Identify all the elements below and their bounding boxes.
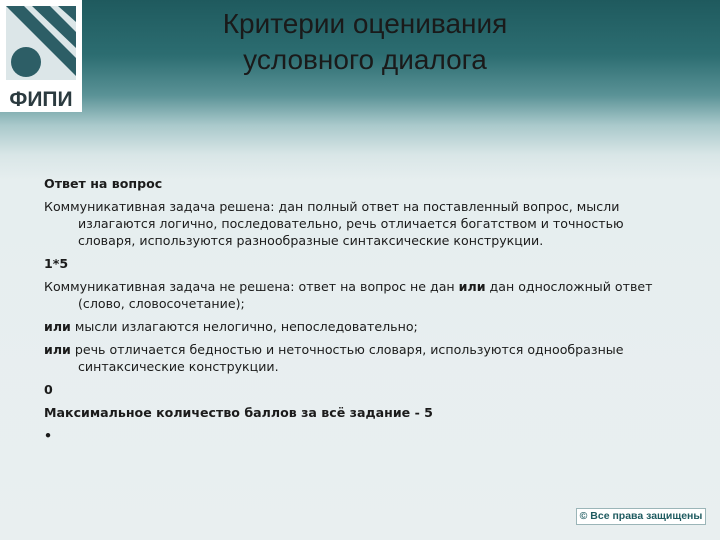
section-heading: Ответ на вопрос bbox=[44, 176, 163, 191]
criterion-not-solved bbox=[44, 278, 664, 312]
criterion-illogical bbox=[44, 318, 664, 335]
criteria-content bbox=[44, 175, 664, 444]
or-keyword: или bbox=[44, 319, 71, 334]
or-keyword: или bbox=[458, 279, 486, 294]
criterion-poor-vocabulary-text: речь отличается бедностью и неточностью словаря, используются однообразные синтаксические конструкции. bbox=[70, 342, 624, 374]
logo-text: ФИПИ bbox=[9, 88, 73, 111]
title-line-2: условного диалога bbox=[243, 44, 487, 75]
empty-bullet: • bbox=[44, 428, 53, 443]
copyright-badge: © Все права защищены bbox=[576, 508, 706, 525]
score-value-0: 0 bbox=[44, 382, 53, 397]
or-keyword: или bbox=[44, 342, 71, 357]
page-title bbox=[180, 6, 550, 78]
criterion-full-answer: Коммуникативная задача решена: дан полный ответ на поставленный вопрос, мысли излагаются логично, последовательно, речь отличается богатством и точностью словаря, используются разнообразные синтаксические конструкции. bbox=[44, 199, 624, 248]
logo-graphic bbox=[0, 0, 82, 88]
criterion-not-solved-text-a: Коммуникативная задача не решена: ответ на вопрос не дан bbox=[44, 279, 459, 294]
criterion-not-solved-text-b: дан односложный ответ (слово, словосочетание); bbox=[78, 279, 653, 311]
max-score-line: Максимальное количество баллов за всё задание - 5 bbox=[44, 405, 433, 420]
fipi-logo bbox=[0, 0, 82, 112]
criterion-illogical-text: мысли излагаются нелогично, непоследовательно; bbox=[70, 319, 418, 334]
criterion-poor-vocabulary bbox=[44, 341, 664, 375]
title-line-1: Критерии оценивания bbox=[222, 8, 508, 39]
score-value-1: 1*5 bbox=[44, 256, 69, 271]
